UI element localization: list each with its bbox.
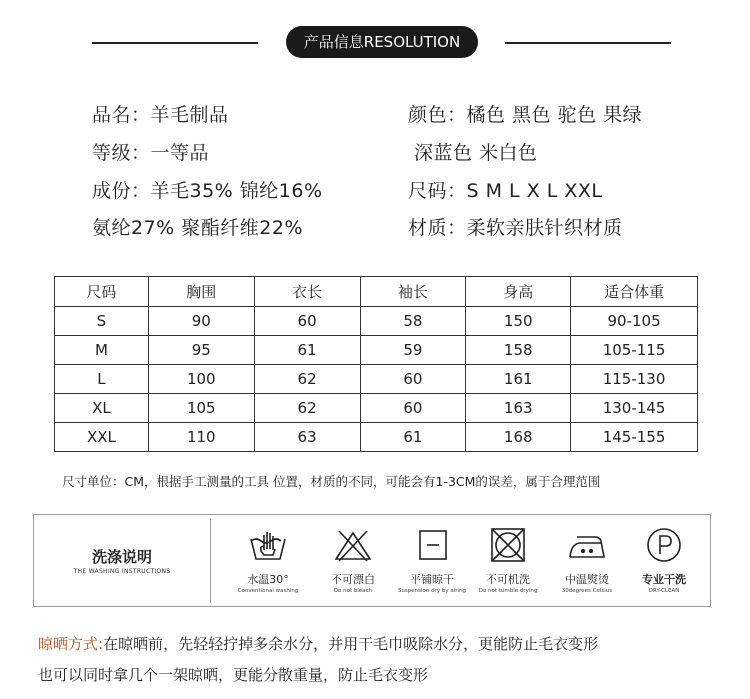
table-cell: 63 <box>254 423 360 452</box>
table-cell: 95 <box>148 336 254 365</box>
care-label: 专业干洗 <box>642 573 686 586</box>
product-material: 材质：柔软亲肤针织材质 <box>408 217 623 239</box>
care-label: 水温30° <box>247 573 289 586</box>
product-sizes: 尺码：S M L X L XXL <box>408 180 603 202</box>
care-label: 不可机洗 <box>486 573 530 586</box>
drying-method-line1 <box>38 633 598 654</box>
header-cell: 适合体重 <box>571 277 698 307</box>
product-composition: 成份：羊毛35% 锦纶16% <box>92 180 323 202</box>
product-composition-cont: 氨纶27% 聚酯纤维22% <box>92 217 304 239</box>
table-cell: M <box>55 336 149 365</box>
table-cell: 59 <box>360 336 466 365</box>
care-sublabel: DRY-CLEAN <box>648 588 680 594</box>
section-title: 产品信息RESOLUTION <box>286 26 478 58</box>
care-item-no-bleach <box>311 525 395 605</box>
washing-instructions-panel <box>33 514 711 607</box>
size-table-header <box>55 277 698 307</box>
header-cell: 袖长 <box>360 277 466 307</box>
table-cell: 168 <box>466 423 571 452</box>
care-sublabel: 30degrees Celsius <box>561 588 613 594</box>
table-cell: 105-115 <box>571 336 698 365</box>
header-rule-left <box>92 42 258 44</box>
table-cell: 61 <box>254 336 360 365</box>
care-sublabel: Suspension dry by airing <box>397 588 467 594</box>
table-row <box>55 394 698 423</box>
table-row <box>55 336 698 365</box>
product-colors-cont: 深蓝色 米白色 <box>414 142 538 164</box>
table-cell: 60 <box>254 307 360 336</box>
care-item-dry-clean <box>622 525 706 605</box>
table-cell: 158 <box>466 336 571 365</box>
table-cell: 130-145 <box>571 394 698 423</box>
product-name: 品名：羊毛制品 <box>92 104 229 126</box>
product-colors: 颜色：橘色 黑色 驼色 果绿 <box>408 104 643 126</box>
care-item-no-tumble-dry <box>466 525 550 605</box>
table-cell: 62 <box>254 394 360 423</box>
measurement-note: 尺寸单位：CM，根据手工测量的工具 位置，材质的不同，可能会有1-3CM的误差，属于合理范围 <box>62 474 601 489</box>
table-cell: 150 <box>466 307 571 336</box>
table-cell: 60 <box>360 365 466 394</box>
table-cell: 100 <box>148 365 254 394</box>
no-bleach-icon <box>333 525 373 565</box>
dry-flat-icon <box>412 525 452 565</box>
care-item-hand-wash <box>226 525 310 605</box>
table-cell: S <box>55 307 149 336</box>
drying-method-line2: 也可以同时拿几个一架晾晒，更能分散重量，防止毛衣变形 <box>38 666 429 684</box>
table-cell: 115-130 <box>571 365 698 394</box>
drying-method-label: 晾晒方式: <box>38 635 104 653</box>
table-row <box>55 423 698 452</box>
care-label: 不可漂白 <box>331 573 375 586</box>
divider <box>210 519 211 603</box>
table-row <box>55 365 698 394</box>
size-table <box>54 276 698 452</box>
header-cell: 衣长 <box>254 277 360 307</box>
professional-dry-clean-icon <box>644 525 684 565</box>
washing-subtitle: THE WASHING INSTRUCTIONS <box>73 568 171 575</box>
care-sublabel: Do not tumble drying <box>478 588 538 594</box>
table-cell: 62 <box>254 365 360 394</box>
drying-method-text: 在晾晒前，先轻轻拧掉多余水分，并用干毛巾吸除水分，更能防止毛衣变形 <box>103 635 599 653</box>
table-cell: 145-155 <box>571 423 698 452</box>
hand-wash-icon <box>248 525 288 565</box>
header-rule-right <box>505 42 671 44</box>
header-cell: 胸围 <box>148 277 254 307</box>
table-cell: L <box>55 365 149 394</box>
table-cell: 163 <box>466 394 571 423</box>
product-grade: 等级：一等品 <box>92 142 210 164</box>
care-label: 平铺晾干 <box>410 573 454 586</box>
table-cell: 110 <box>148 423 254 452</box>
header-cell: 尺码 <box>55 277 149 307</box>
table-cell: 90-105 <box>571 307 698 336</box>
table-cell: 58 <box>360 307 466 336</box>
no-tumble-dry-icon <box>488 525 528 565</box>
washing-title: 洗涤说明 <box>91 548 152 566</box>
table-cell: 61 <box>360 423 466 452</box>
care-sublabel: Conventional washing <box>237 588 299 594</box>
care-sublabel: Do not bleach <box>333 588 373 594</box>
table-row <box>55 307 698 336</box>
table-cell: XL <box>55 394 149 423</box>
table-cell: 105 <box>148 394 254 423</box>
table-cell: XXL <box>55 423 149 452</box>
iron-medium-icon <box>567 525 607 565</box>
table-cell: 161 <box>466 365 571 394</box>
table-cell: 90 <box>148 307 254 336</box>
care-label: 中温熨烫 <box>565 573 609 586</box>
table-cell: 60 <box>360 394 466 423</box>
header-cell: 身高 <box>466 277 571 307</box>
